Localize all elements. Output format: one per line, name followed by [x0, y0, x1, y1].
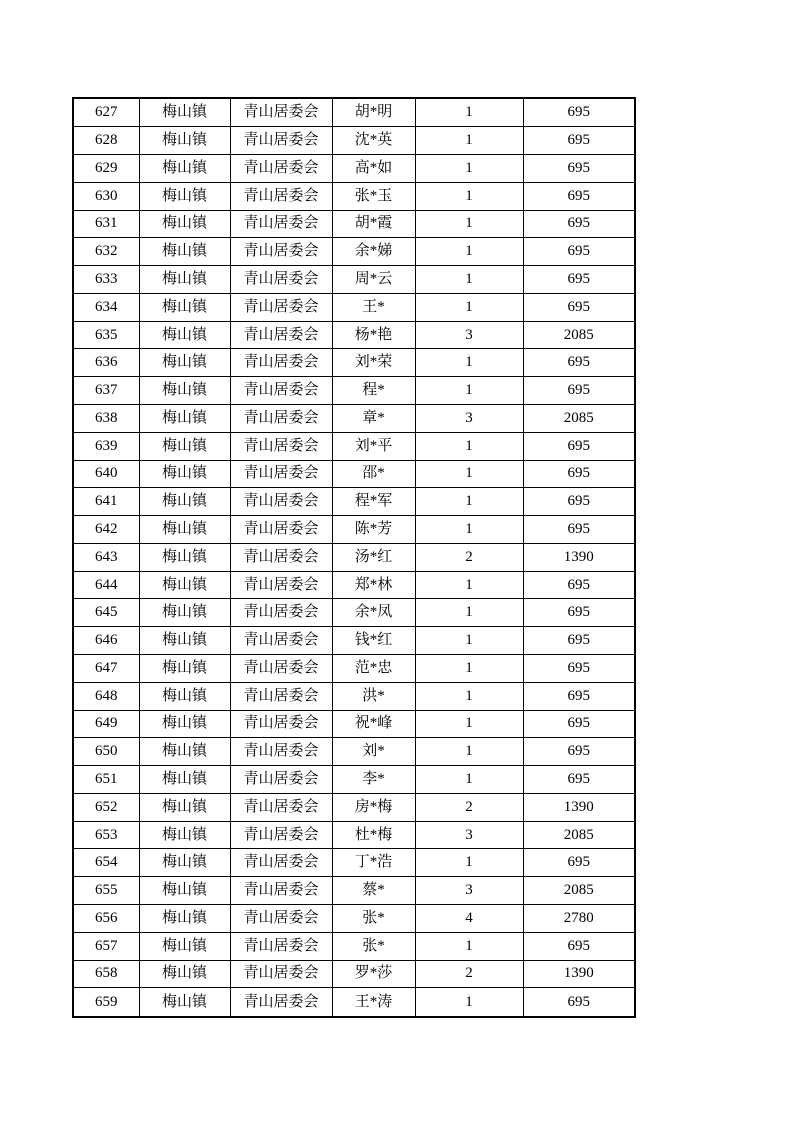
cell-count: 1: [415, 210, 523, 238]
cell-name: 汤*红: [332, 543, 415, 571]
cell-committee: 青山居委会: [230, 404, 332, 432]
cell-count: 1: [415, 154, 523, 182]
cell-town: 梅山镇: [139, 460, 230, 488]
cell-town: 梅山镇: [139, 905, 230, 933]
table-body: [73, 98, 635, 1017]
cell-serial: 637: [73, 377, 139, 405]
cell-town: 梅山镇: [139, 182, 230, 210]
cell-committee: 青山居委会: [230, 321, 332, 349]
cell-amount: 695: [523, 766, 635, 794]
cell-committee: 青山居委会: [230, 349, 332, 377]
cell-count: 3: [415, 821, 523, 849]
cell-town: 梅山镇: [139, 599, 230, 627]
table-row: [73, 293, 635, 321]
cell-name: 张*: [332, 905, 415, 933]
cell-count: 1: [415, 599, 523, 627]
cell-committee: 青山居委会: [230, 821, 332, 849]
cell-amount: 695: [523, 627, 635, 655]
cell-count: 2: [415, 793, 523, 821]
table-row: [73, 266, 635, 294]
cell-serial: 650: [73, 738, 139, 766]
cell-count: 1: [415, 655, 523, 683]
cell-amount: 695: [523, 98, 635, 127]
cell-town: 梅山镇: [139, 432, 230, 460]
cell-count: 1: [415, 432, 523, 460]
cell-count: 1: [415, 460, 523, 488]
cell-amount: 695: [523, 988, 635, 1017]
cell-committee: 青山居委会: [230, 682, 332, 710]
table-row: [73, 849, 635, 877]
table-row: [73, 821, 635, 849]
cell-town: 梅山镇: [139, 682, 230, 710]
table-row: [73, 682, 635, 710]
cell-serial: 652: [73, 793, 139, 821]
cell-name: 洪*: [332, 682, 415, 710]
cell-amount: 695: [523, 377, 635, 405]
cell-town: 梅山镇: [139, 571, 230, 599]
cell-committee: 青山居委会: [230, 377, 332, 405]
cell-town: 梅山镇: [139, 404, 230, 432]
table-row: [73, 655, 635, 683]
cell-count: 1: [415, 988, 523, 1017]
cell-serial: 636: [73, 349, 139, 377]
cell-amount: 695: [523, 655, 635, 683]
cell-name: 王*涛: [332, 988, 415, 1017]
cell-serial: 642: [73, 516, 139, 544]
cell-count: 2: [415, 960, 523, 988]
cell-amount: 695: [523, 182, 635, 210]
cell-count: 1: [415, 127, 523, 155]
cell-count: 1: [415, 738, 523, 766]
table-row: [73, 905, 635, 933]
cell-name: 沈*英: [332, 127, 415, 155]
cell-serial: 646: [73, 627, 139, 655]
cell-name: 陈*芳: [332, 516, 415, 544]
table-row: [73, 182, 635, 210]
cell-amount: 695: [523, 349, 635, 377]
cell-serial: 632: [73, 238, 139, 266]
cell-count: 1: [415, 766, 523, 794]
cell-amount: 2085: [523, 821, 635, 849]
cell-committee: 青山居委会: [230, 655, 332, 683]
cell-committee: 青山居委会: [230, 988, 332, 1017]
cell-serial: 654: [73, 849, 139, 877]
cell-name: 高*如: [332, 154, 415, 182]
cell-count: 4: [415, 905, 523, 933]
cell-town: 梅山镇: [139, 932, 230, 960]
cell-committee: 青山居委会: [230, 238, 332, 266]
cell-town: 梅山镇: [139, 266, 230, 294]
cell-committee: 青山居委会: [230, 210, 332, 238]
cell-amount: 695: [523, 238, 635, 266]
cell-town: 梅山镇: [139, 321, 230, 349]
table-row: [73, 404, 635, 432]
cell-town: 梅山镇: [139, 488, 230, 516]
cell-amount: 1390: [523, 960, 635, 988]
cell-committee: 青山居委会: [230, 793, 332, 821]
cell-amount: 695: [523, 154, 635, 182]
table-row: [73, 516, 635, 544]
cell-town: 梅山镇: [139, 293, 230, 321]
table-row: [73, 210, 635, 238]
table-row: [73, 877, 635, 905]
cell-serial: 627: [73, 98, 139, 127]
cell-amount: 695: [523, 738, 635, 766]
table-row: [73, 321, 635, 349]
cell-town: 梅山镇: [139, 738, 230, 766]
table-row: [73, 988, 635, 1017]
cell-serial: 639: [73, 432, 139, 460]
cell-amount: 695: [523, 488, 635, 516]
cell-name: 郑*林: [332, 571, 415, 599]
table-row: [73, 127, 635, 155]
cell-name: 李*: [332, 766, 415, 794]
cell-name: 章*: [332, 404, 415, 432]
cell-committee: 青山居委会: [230, 293, 332, 321]
cell-town: 梅山镇: [139, 238, 230, 266]
cell-amount: 2085: [523, 404, 635, 432]
cell-serial: 640: [73, 460, 139, 488]
cell-amount: 695: [523, 266, 635, 294]
cell-name: 周*云: [332, 266, 415, 294]
cell-committee: 青山居委会: [230, 710, 332, 738]
table-row: [73, 98, 635, 127]
table-row: [73, 238, 635, 266]
cell-serial: 631: [73, 210, 139, 238]
cell-count: 1: [415, 488, 523, 516]
cell-committee: 青山居委会: [230, 432, 332, 460]
cell-count: 1: [415, 932, 523, 960]
cell-count: 3: [415, 321, 523, 349]
cell-serial: 655: [73, 877, 139, 905]
cell-town: 梅山镇: [139, 877, 230, 905]
cell-amount: 1390: [523, 793, 635, 821]
cell-town: 梅山镇: [139, 210, 230, 238]
table-row: [73, 627, 635, 655]
cell-count: 1: [415, 377, 523, 405]
cell-town: 梅山镇: [139, 710, 230, 738]
cell-committee: 青山居委会: [230, 460, 332, 488]
cell-amount: 695: [523, 710, 635, 738]
cell-serial: 653: [73, 821, 139, 849]
cell-name: 丁*浩: [332, 849, 415, 877]
cell-committee: 青山居委会: [230, 571, 332, 599]
cell-town: 梅山镇: [139, 655, 230, 683]
table-row: [73, 932, 635, 960]
cell-name: 刘*荣: [332, 349, 415, 377]
cell-committee: 青山居委会: [230, 932, 332, 960]
cell-town: 梅山镇: [139, 98, 230, 127]
cell-count: 1: [415, 266, 523, 294]
cell-name: 程*军: [332, 488, 415, 516]
cell-count: 3: [415, 877, 523, 905]
cell-count: 1: [415, 571, 523, 599]
cell-serial: 644: [73, 571, 139, 599]
cell-name: 胡*明: [332, 98, 415, 127]
cell-serial: 635: [73, 321, 139, 349]
cell-serial: 628: [73, 127, 139, 155]
cell-committee: 青山居委会: [230, 182, 332, 210]
cell-count: 1: [415, 849, 523, 877]
cell-committee: 青山居委会: [230, 98, 332, 127]
table-row: [73, 154, 635, 182]
cell-count: 3: [415, 404, 523, 432]
cell-name: 杨*艳: [332, 321, 415, 349]
cell-amount: 695: [523, 210, 635, 238]
table-row: [73, 349, 635, 377]
cell-town: 梅山镇: [139, 127, 230, 155]
table-row: [73, 738, 635, 766]
cell-amount: 695: [523, 571, 635, 599]
cell-town: 梅山镇: [139, 793, 230, 821]
cell-name: 刘*: [332, 738, 415, 766]
cell-serial: 659: [73, 988, 139, 1017]
cell-serial: 633: [73, 266, 139, 294]
cell-count: 1: [415, 710, 523, 738]
cell-count: 1: [415, 238, 523, 266]
cell-name: 祝*峰: [332, 710, 415, 738]
cell-town: 梅山镇: [139, 821, 230, 849]
cell-name: 王*: [332, 293, 415, 321]
cell-name: 张*玉: [332, 182, 415, 210]
cell-serial: 629: [73, 154, 139, 182]
cell-amount: 2085: [523, 321, 635, 349]
cell-name: 邵*: [332, 460, 415, 488]
table-row: [73, 488, 635, 516]
cell-name: 房*梅: [332, 793, 415, 821]
cell-committee: 青山居委会: [230, 543, 332, 571]
cell-town: 梅山镇: [139, 516, 230, 544]
cell-serial: 651: [73, 766, 139, 794]
cell-town: 梅山镇: [139, 849, 230, 877]
cell-committee: 青山居委会: [230, 127, 332, 155]
cell-town: 梅山镇: [139, 627, 230, 655]
cell-name: 程*: [332, 377, 415, 405]
cell-committee: 青山居委会: [230, 627, 332, 655]
cell-amount: 695: [523, 599, 635, 627]
cell-committee: 青山居委会: [230, 849, 332, 877]
cell-name: 罗*莎: [332, 960, 415, 988]
cell-amount: 2085: [523, 877, 635, 905]
table-row: [73, 543, 635, 571]
cell-serial: 630: [73, 182, 139, 210]
cell-name: 余*娣: [332, 238, 415, 266]
cell-committee: 青山居委会: [230, 766, 332, 794]
cell-serial: 634: [73, 293, 139, 321]
cell-count: 1: [415, 682, 523, 710]
cell-serial: 656: [73, 905, 139, 933]
table-row: [73, 599, 635, 627]
table-row: [73, 571, 635, 599]
cell-count: 1: [415, 98, 523, 127]
table-row: [73, 432, 635, 460]
cell-name: 范*忠: [332, 655, 415, 683]
cell-amount: 695: [523, 682, 635, 710]
cell-committee: 青山居委会: [230, 905, 332, 933]
cell-serial: 648: [73, 682, 139, 710]
cell-amount: 695: [523, 432, 635, 460]
cell-count: 1: [415, 627, 523, 655]
cell-count: 1: [415, 293, 523, 321]
cell-serial: 657: [73, 932, 139, 960]
cell-serial: 643: [73, 543, 139, 571]
cell-name: 余*凤: [332, 599, 415, 627]
cell-serial: 641: [73, 488, 139, 516]
cell-committee: 青山居委会: [230, 154, 332, 182]
table-row: [73, 710, 635, 738]
cell-amount: 2780: [523, 905, 635, 933]
cell-count: 2: [415, 543, 523, 571]
cell-town: 梅山镇: [139, 377, 230, 405]
cell-town: 梅山镇: [139, 154, 230, 182]
table-row: [73, 766, 635, 794]
cell-name: 胡*霞: [332, 210, 415, 238]
cell-serial: 645: [73, 599, 139, 627]
cell-amount: 695: [523, 516, 635, 544]
cell-count: 1: [415, 182, 523, 210]
cell-count: 1: [415, 516, 523, 544]
table-row: [73, 460, 635, 488]
cell-name: 蔡*: [332, 877, 415, 905]
cell-amount: 695: [523, 932, 635, 960]
cell-name: 钱*红: [332, 627, 415, 655]
cell-town: 梅山镇: [139, 349, 230, 377]
cell-town: 梅山镇: [139, 766, 230, 794]
cell-committee: 青山居委会: [230, 488, 332, 516]
cell-town: 梅山镇: [139, 988, 230, 1017]
table-row: [73, 960, 635, 988]
cell-name: 刘*平: [332, 432, 415, 460]
cell-serial: 638: [73, 404, 139, 432]
cell-serial: 647: [73, 655, 139, 683]
cell-committee: 青山居委会: [230, 266, 332, 294]
cell-serial: 658: [73, 960, 139, 988]
cell-town: 梅山镇: [139, 543, 230, 571]
cell-amount: 695: [523, 127, 635, 155]
cell-amount: 1390: [523, 543, 635, 571]
table-row: [73, 793, 635, 821]
cell-amount: 695: [523, 849, 635, 877]
cell-committee: 青山居委会: [230, 738, 332, 766]
cell-name: 张*: [332, 932, 415, 960]
beneficiary-table: [72, 97, 636, 1018]
cell-committee: 青山居委会: [230, 877, 332, 905]
cell-committee: 青山居委会: [230, 516, 332, 544]
cell-amount: 695: [523, 460, 635, 488]
cell-town: 梅山镇: [139, 960, 230, 988]
cell-committee: 青山居委会: [230, 960, 332, 988]
cell-count: 1: [415, 349, 523, 377]
cell-serial: 649: [73, 710, 139, 738]
cell-committee: 青山居委会: [230, 599, 332, 627]
cell-name: 杜*梅: [332, 821, 415, 849]
table-row: [73, 377, 635, 405]
cell-amount: 695: [523, 293, 635, 321]
